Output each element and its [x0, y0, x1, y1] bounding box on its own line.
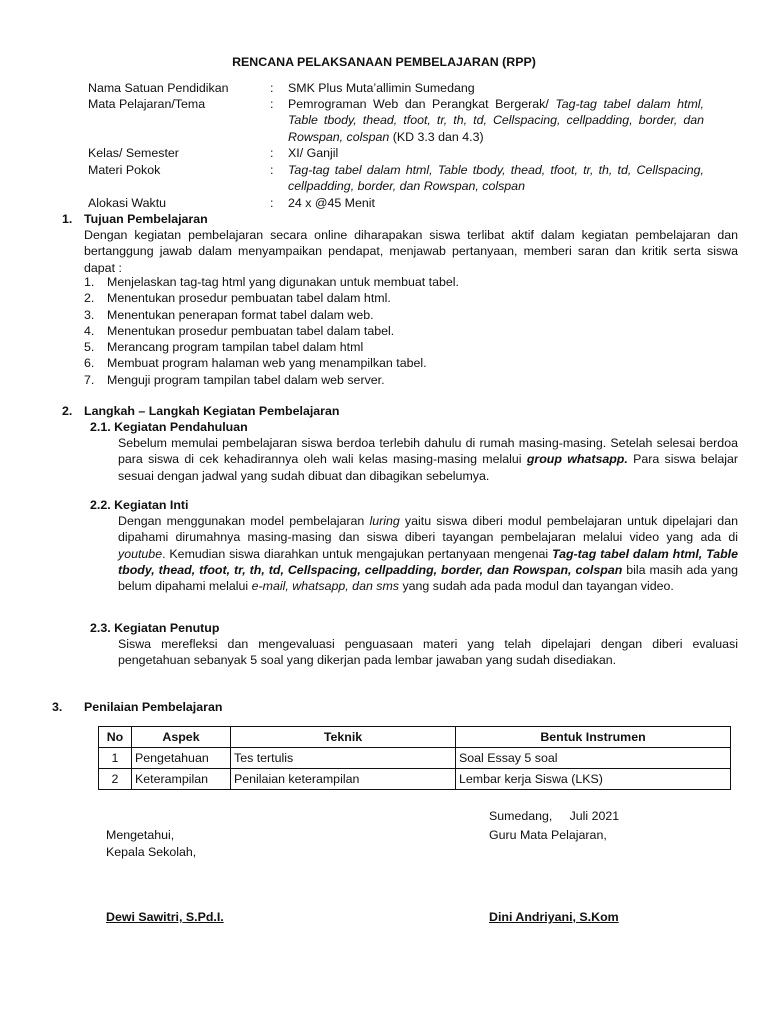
section1-number: 1. [62, 212, 73, 226]
table-header: Aspek [132, 727, 231, 748]
table-cell: Tes tertulis [231, 748, 456, 769]
identity-value-subject: Pemrograman Web dan Perangkat Bergerak/ Tag-tag tabel dalam html, Table tbody, thead, tfoot, tr, th, td, Cellspacing, cellpadding, border, dan Rowspan, colspan (KD 3.3 dan 4.3) [288, 97, 704, 144]
table-header-row [99, 727, 731, 748]
objectives-list [84, 274, 459, 388]
identity-colon: : [270, 81, 274, 95]
place-date: Sumedang, Juli 2021 [489, 809, 620, 823]
identity-colon: : [270, 196, 274, 210]
table-cell: Keterampilan [132, 769, 231, 790]
identity-label-class: Kelas/ Semester [88, 146, 179, 160]
identity-colon: : [270, 163, 274, 177]
table-row [99, 748, 731, 769]
signature-right-line1: Guru Mata Pelajaran, [489, 828, 607, 842]
penutup-heading: 2.3. Kegiatan Penutup [90, 621, 220, 635]
inti-text: Dengan menggunakan model pembelajaran luring yaitu siswa diberi modul pembelajaran untuk dipelajari dan dipahami dirumahnya masing-masing dan siswa diberi tayangan pembelajaran melalui video yang ada di youtube. Kemudian siswa diarahkan untuk mengajukan pertanyaan mengenai Tag-tag tabel dalam html, Table tbody, thead, tfoot, tr, th, td, Cellspacing, cellpadding, border, dan Rowspan, colspan bila masih ada yang belum dipahami melalui e-mail, whatsapp, dan sms yang sudah ada pada modul dan tayangan video. [118, 514, 738, 594]
table-cell: Lembar kerja Siswa (LKS) [456, 769, 731, 790]
identity-label-subject: Mata Pelajaran/Tema [88, 97, 206, 111]
list-item: 2. Menentukan prosedur pembuatan tabel dalam html. [84, 291, 391, 306]
section3-number: 3. [52, 700, 63, 714]
principal-name: Dewi Sawitri, S.Pd.I. [106, 910, 224, 924]
signature-left-line2: Kepala Sekolah, [106, 845, 197, 859]
assessment-table [98, 726, 731, 790]
identity-label-school: Nama Satuan Pendidikan [88, 81, 229, 95]
table-header: Teknik [231, 727, 456, 748]
inti-heading: 2.2. Kegiatan Inti [90, 498, 189, 512]
section2-heading: Langkah – Langkah Kegiatan Pembelajaran [84, 404, 340, 418]
pendahuluan-text: Sebelum memulai pembelajaran siswa berdoa terlebih dahulu di rumah masing-masing. Setelah selesai berdoa para siswa di cek kehadirannya oleh wali kelas masing-masing melalui group whatsapp. Para siswa belajar sesuai dengan jadwal yang sudah dibuat dan dibagikan sebelumya. [118, 436, 738, 483]
list-item: 6. Membuat program halaman web yang menampilkan tabel. [84, 356, 427, 371]
identity-label-time: Alokasi Waktu [88, 196, 167, 210]
table-cell: 2 [99, 769, 132, 790]
signature-left-line1: Mengetahui, [106, 828, 175, 842]
identity-value-class: XI/ Ganjil [288, 146, 339, 160]
table-cell: 1 [99, 748, 132, 769]
section2-number: 2. [62, 404, 73, 418]
table-row [99, 769, 731, 790]
identity-colon: : [270, 146, 274, 160]
list-item: 5. Merancang program tampilan tabel dalam html [84, 340, 364, 355]
identity-value-time: 24 x @45 Menit [288, 196, 375, 210]
teacher-name: Dini Andriyani, S.Kom [489, 910, 619, 924]
list-item: 3. Menentukan penerapan format tabel dalam web. [84, 307, 374, 322]
identity-value-school: SMK Plus Muta’allimin Sumedang [288, 81, 475, 95]
identity-value-topic: Tag-tag tabel dalam html, Table tbody, thead, tfoot, tr, th, td, Cellspacing, cellpadding, border, dan Rowspan, colspan [288, 163, 704, 194]
table-cell: Penilaian keterampilan [231, 769, 456, 790]
list-item: 1. Menjelaskan tag-tag html yang digunakan untuk membuat tabel. [84, 275, 459, 289]
penutup-text: Siswa merefleksi dan mengevaluasi penguasaan materi yang telah dipelajari dengan diberi evaluasi pengetahuan sebanyak 5 soal yang dikerjan pada lembar jawaban yang sudah disediakan. [118, 637, 738, 668]
section1-intro: Dengan kegiatan pembelajaran secara online diharapakan siswa terlibat aktif dalam kegiatan pembelajaran dan bertanggung jawab dalam menyampaikan pendapat, menjawab pertanyaan, memberi saran dan kritik serta siswa dapat : [84, 228, 738, 275]
section1-heading: Tujuan Pembelajaran [84, 212, 208, 226]
section3-heading: Penilaian Pembelajaran [84, 700, 223, 714]
table-cell: Soal Essay 5 soal [456, 748, 731, 769]
table-header: No [99, 727, 132, 748]
document-title: RENCANA PELAKSANAAN PEMBELAJARAN (RPP) [232, 55, 536, 69]
table-header: Bentuk Instrumen [456, 727, 731, 748]
identity-colon: : [270, 97, 274, 111]
table-cell: Pengetahuan [132, 748, 231, 769]
list-item: 7. Menguji program tampilan tabel dalam web server. [84, 372, 385, 387]
identity-label-topic: Materi Pokok [88, 163, 161, 177]
pendahuluan-heading: 2.1. Kegiatan Pendahuluan [90, 420, 248, 434]
list-item: 4. Menentukan prosedur pembuatan tabel dalam tabel. [84, 323, 395, 338]
